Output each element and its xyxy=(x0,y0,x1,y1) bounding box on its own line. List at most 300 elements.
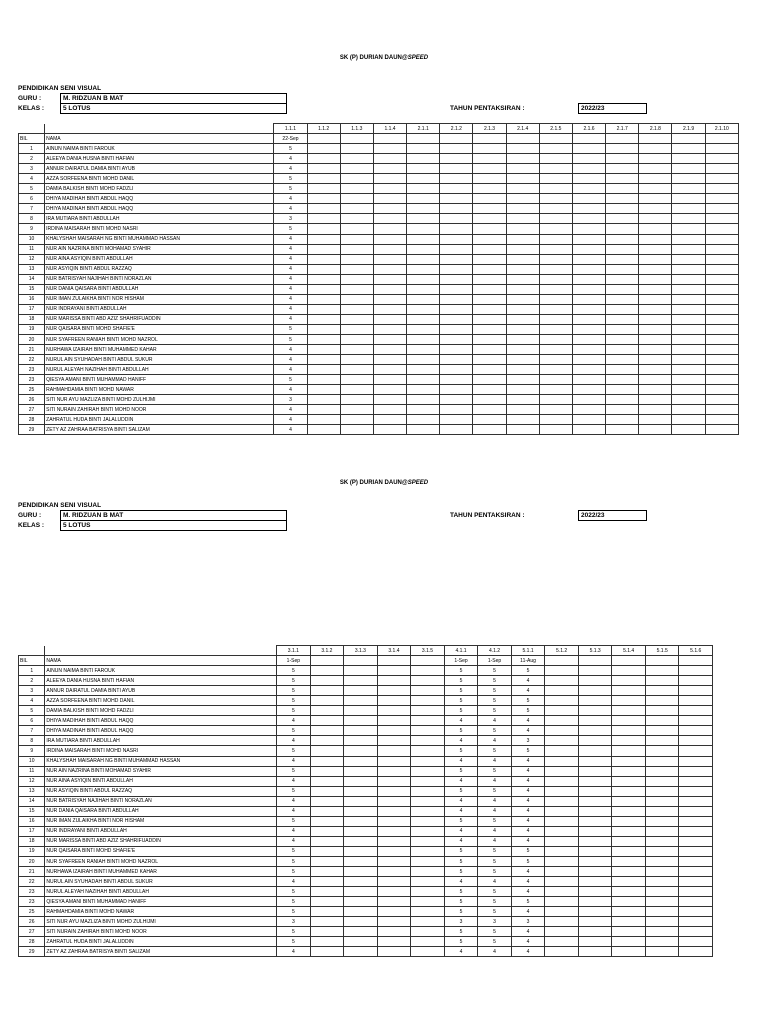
score-cell[interactable]: 5 xyxy=(478,666,512,676)
score-cell[interactable] xyxy=(672,415,705,425)
score-cell[interactable] xyxy=(545,917,579,927)
score-cell[interactable] xyxy=(705,425,738,435)
score-cell[interactable] xyxy=(578,867,612,877)
score-cell[interactable] xyxy=(705,274,738,284)
score-cell[interactable]: 4 xyxy=(274,385,307,395)
score-cell[interactable] xyxy=(411,726,445,736)
score-cell[interactable] xyxy=(473,184,506,194)
score-cell[interactable] xyxy=(612,766,646,776)
score-cell[interactable] xyxy=(679,716,713,726)
score-cell[interactable] xyxy=(310,766,344,776)
score-cell[interactable] xyxy=(473,425,506,435)
score-cell[interactable] xyxy=(340,345,373,355)
score-cell[interactable]: 5 xyxy=(444,726,478,736)
score-cell[interactable]: 3 xyxy=(511,736,545,746)
score-cell[interactable] xyxy=(373,385,406,395)
score-cell[interactable] xyxy=(473,174,506,184)
score-cell[interactable] xyxy=(572,234,605,244)
score-cell[interactable]: 5 xyxy=(277,927,311,937)
score-cell[interactable]: 4 xyxy=(444,836,478,846)
score-cell[interactable] xyxy=(506,264,539,274)
score-cell[interactable] xyxy=(344,726,378,736)
score-cell[interactable] xyxy=(440,365,473,375)
score-cell[interactable]: 5 xyxy=(478,887,512,897)
score-cell[interactable]: 4 xyxy=(277,756,311,766)
score-cell[interactable] xyxy=(310,706,344,716)
score-cell[interactable]: 4 xyxy=(277,776,311,786)
score-cell[interactable]: 5 xyxy=(478,726,512,736)
score-cell[interactable] xyxy=(344,776,378,786)
score-cell[interactable] xyxy=(307,405,340,415)
score-cell[interactable]: 5 xyxy=(277,856,311,866)
score-cell[interactable] xyxy=(373,415,406,425)
score-cell[interactable] xyxy=(307,214,340,224)
score-cell[interactable] xyxy=(606,144,639,154)
score-cell[interactable] xyxy=(639,395,672,405)
score-cell[interactable]: 3 xyxy=(478,917,512,927)
score-cell[interactable] xyxy=(705,314,738,324)
score-cell[interactable] xyxy=(578,877,612,887)
score-cell[interactable] xyxy=(506,244,539,254)
score-cell[interactable] xyxy=(310,846,344,856)
score-cell[interactable] xyxy=(572,425,605,435)
score-cell[interactable] xyxy=(411,676,445,686)
score-cell[interactable] xyxy=(307,385,340,395)
score-cell[interactable] xyxy=(539,194,572,204)
score-cell[interactable] xyxy=(307,284,340,294)
score-cell[interactable] xyxy=(679,846,713,856)
score-cell[interactable] xyxy=(373,194,406,204)
score-cell[interactable] xyxy=(344,836,378,846)
score-cell[interactable] xyxy=(411,887,445,897)
score-cell[interactable] xyxy=(572,294,605,304)
score-cell[interactable] xyxy=(411,716,445,726)
score-cell[interactable]: 4 xyxy=(511,756,545,766)
score-cell[interactable]: 5 xyxy=(277,676,311,686)
score-cell[interactable] xyxy=(679,776,713,786)
score-cell[interactable] xyxy=(473,415,506,425)
score-cell[interactable] xyxy=(612,897,646,907)
score-cell[interactable] xyxy=(679,766,713,776)
score-cell[interactable]: 4 xyxy=(511,786,545,796)
score-cell[interactable] xyxy=(606,405,639,415)
score-cell[interactable]: 5 xyxy=(511,897,545,907)
score-cell[interactable] xyxy=(377,786,411,796)
score-cell[interactable] xyxy=(639,254,672,264)
score-cell[interactable]: 4 xyxy=(478,756,512,766)
score-cell[interactable] xyxy=(578,676,612,686)
score-cell[interactable] xyxy=(310,877,344,887)
score-cell[interactable] xyxy=(377,937,411,947)
score-cell[interactable] xyxy=(377,776,411,786)
score-cell[interactable] xyxy=(440,204,473,214)
score-cell[interactable] xyxy=(639,405,672,415)
score-cell[interactable] xyxy=(572,334,605,344)
score-cell[interactable] xyxy=(340,334,373,344)
score-cell[interactable]: 5 xyxy=(277,786,311,796)
score-cell[interactable]: 5 xyxy=(274,184,307,194)
score-cell[interactable] xyxy=(373,395,406,405)
score-cell[interactable] xyxy=(307,154,340,164)
score-cell[interactable] xyxy=(411,696,445,706)
score-cell[interactable] xyxy=(639,375,672,385)
score-cell[interactable] xyxy=(307,144,340,154)
score-cell[interactable] xyxy=(506,294,539,304)
score-cell[interactable] xyxy=(411,826,445,836)
score-cell[interactable] xyxy=(307,304,340,314)
score-cell[interactable]: 4 xyxy=(478,776,512,786)
score-cell[interactable] xyxy=(407,234,440,244)
score-cell[interactable]: 4 xyxy=(274,244,307,254)
score-cell[interactable] xyxy=(407,244,440,254)
score-cell[interactable] xyxy=(473,334,506,344)
score-cell[interactable] xyxy=(572,264,605,274)
score-cell[interactable] xyxy=(606,204,639,214)
score-cell[interactable] xyxy=(411,756,445,766)
score-cell[interactable]: 5 xyxy=(277,686,311,696)
score-cell[interactable] xyxy=(612,806,646,816)
score-cell[interactable] xyxy=(340,314,373,324)
score-cell[interactable] xyxy=(705,224,738,234)
score-cell[interactable] xyxy=(606,375,639,385)
score-cell[interactable] xyxy=(473,405,506,415)
score-cell[interactable] xyxy=(473,244,506,254)
score-cell[interactable] xyxy=(440,194,473,204)
score-cell[interactable] xyxy=(679,856,713,866)
score-cell[interactable]: 4 xyxy=(511,726,545,736)
score-cell[interactable]: 5 xyxy=(511,666,545,676)
score-cell[interactable] xyxy=(545,907,579,917)
score-cell[interactable] xyxy=(411,706,445,716)
score-cell[interactable] xyxy=(440,144,473,154)
score-cell[interactable] xyxy=(440,334,473,344)
score-cell[interactable] xyxy=(672,274,705,284)
score-cell[interactable] xyxy=(307,244,340,254)
score-cell[interactable] xyxy=(606,194,639,204)
score-cell[interactable]: 4 xyxy=(444,716,478,726)
score-cell[interactable] xyxy=(705,405,738,415)
score-cell[interactable] xyxy=(310,867,344,877)
score-cell[interactable] xyxy=(612,937,646,947)
score-cell[interactable]: 4 xyxy=(444,947,478,957)
score-cell[interactable] xyxy=(344,746,378,756)
score-cell[interactable] xyxy=(606,184,639,194)
score-cell[interactable] xyxy=(539,304,572,314)
score-cell[interactable] xyxy=(344,937,378,947)
score-cell[interactable] xyxy=(639,415,672,425)
score-cell[interactable] xyxy=(545,927,579,937)
score-cell[interactable] xyxy=(310,796,344,806)
score-cell[interactable] xyxy=(307,184,340,194)
score-cell[interactable] xyxy=(578,736,612,746)
score-cell[interactable] xyxy=(506,345,539,355)
score-cell[interactable] xyxy=(373,425,406,435)
score-cell[interactable] xyxy=(407,365,440,375)
score-cell[interactable]: 4 xyxy=(511,877,545,887)
score-cell[interactable] xyxy=(539,365,572,375)
score-cell[interactable] xyxy=(340,274,373,284)
score-cell[interactable] xyxy=(411,947,445,957)
score-cell[interactable] xyxy=(506,144,539,154)
score-cell[interactable] xyxy=(645,927,679,937)
score-cell[interactable] xyxy=(606,385,639,395)
score-cell[interactable] xyxy=(645,726,679,736)
score-cell[interactable] xyxy=(407,174,440,184)
score-cell[interactable] xyxy=(310,897,344,907)
score-cell[interactable] xyxy=(578,776,612,786)
score-cell[interactable]: 4 xyxy=(274,314,307,324)
score-cell[interactable] xyxy=(373,234,406,244)
score-cell[interactable] xyxy=(440,395,473,405)
score-cell[interactable] xyxy=(407,395,440,405)
score-cell[interactable] xyxy=(679,826,713,836)
score-cell[interactable] xyxy=(407,304,440,314)
score-cell[interactable] xyxy=(377,917,411,927)
score-cell[interactable] xyxy=(572,164,605,174)
score-cell[interactable] xyxy=(440,174,473,184)
score-cell[interactable] xyxy=(679,887,713,897)
score-cell[interactable] xyxy=(310,917,344,927)
score-cell[interactable] xyxy=(679,897,713,907)
score-cell[interactable]: 4 xyxy=(511,806,545,816)
score-cell[interactable] xyxy=(440,154,473,164)
score-cell[interactable]: 4 xyxy=(274,194,307,204)
score-cell[interactable] xyxy=(606,355,639,365)
score-cell[interactable] xyxy=(545,766,579,776)
score-cell[interactable] xyxy=(612,927,646,937)
score-cell[interactable] xyxy=(572,204,605,214)
score-cell[interactable] xyxy=(440,184,473,194)
score-cell[interactable]: 4 xyxy=(274,264,307,274)
score-cell[interactable] xyxy=(679,877,713,887)
score-cell[interactable] xyxy=(340,184,373,194)
score-cell[interactable] xyxy=(506,425,539,435)
score-cell[interactable] xyxy=(606,334,639,344)
score-cell[interactable] xyxy=(672,304,705,314)
score-cell[interactable] xyxy=(411,856,445,866)
score-cell[interactable] xyxy=(539,164,572,174)
score-cell[interactable] xyxy=(506,324,539,334)
score-cell[interactable]: 5 xyxy=(444,706,478,716)
score-cell[interactable]: 5 xyxy=(478,856,512,866)
score-cell[interactable] xyxy=(679,696,713,706)
score-cell[interactable] xyxy=(612,947,646,957)
score-cell[interactable] xyxy=(672,385,705,395)
score-cell[interactable] xyxy=(344,756,378,766)
score-cell[interactable] xyxy=(545,877,579,887)
score-cell[interactable] xyxy=(407,154,440,164)
score-cell[interactable]: 4 xyxy=(511,887,545,897)
score-cell[interactable] xyxy=(705,385,738,395)
score-cell[interactable]: 5 xyxy=(478,907,512,917)
score-cell[interactable]: 5 xyxy=(277,726,311,736)
score-cell[interactable] xyxy=(473,324,506,334)
score-cell[interactable] xyxy=(377,796,411,806)
score-cell[interactable]: 5 xyxy=(274,324,307,334)
score-cell[interactable] xyxy=(705,174,738,184)
score-cell[interactable] xyxy=(606,415,639,425)
score-cell[interactable] xyxy=(344,917,378,927)
score-cell[interactable] xyxy=(344,796,378,806)
score-cell[interactable] xyxy=(440,375,473,385)
score-cell[interactable] xyxy=(377,947,411,957)
score-cell[interactable] xyxy=(606,244,639,254)
score-cell[interactable] xyxy=(672,174,705,184)
score-cell[interactable] xyxy=(612,907,646,917)
score-cell[interactable] xyxy=(373,334,406,344)
score-cell[interactable] xyxy=(679,917,713,927)
score-cell[interactable] xyxy=(373,375,406,385)
score-cell[interactable] xyxy=(440,415,473,425)
score-cell[interactable]: 4 xyxy=(274,355,307,365)
score-cell[interactable]: 5 xyxy=(274,174,307,184)
score-cell[interactable] xyxy=(545,716,579,726)
score-cell[interactable] xyxy=(407,264,440,274)
score-cell[interactable] xyxy=(545,756,579,766)
score-cell[interactable] xyxy=(440,274,473,284)
score-cell[interactable] xyxy=(672,144,705,154)
score-cell[interactable] xyxy=(506,224,539,234)
score-cell[interactable] xyxy=(639,284,672,294)
score-cell[interactable] xyxy=(545,696,579,706)
score-cell[interactable]: 5 xyxy=(277,907,311,917)
score-cell[interactable] xyxy=(377,726,411,736)
score-cell[interactable] xyxy=(705,254,738,264)
score-cell[interactable] xyxy=(440,405,473,415)
score-cell[interactable] xyxy=(645,897,679,907)
score-cell[interactable]: 4 xyxy=(444,806,478,816)
score-cell[interactable] xyxy=(639,345,672,355)
score-cell[interactable]: 5 xyxy=(277,867,311,877)
score-cell[interactable] xyxy=(672,334,705,344)
score-cell[interactable] xyxy=(679,726,713,736)
score-cell[interactable]: 5 xyxy=(511,846,545,856)
score-cell[interactable] xyxy=(606,234,639,244)
score-cell[interactable] xyxy=(639,314,672,324)
score-cell[interactable] xyxy=(344,676,378,686)
score-cell[interactable] xyxy=(473,264,506,274)
score-cell[interactable] xyxy=(606,314,639,324)
score-cell[interactable] xyxy=(612,867,646,877)
score-cell[interactable]: 4 xyxy=(277,826,311,836)
score-cell[interactable] xyxy=(672,204,705,214)
score-cell[interactable] xyxy=(340,224,373,234)
score-cell[interactable] xyxy=(672,194,705,204)
score-cell[interactable] xyxy=(545,806,579,816)
score-cell[interactable]: 4 xyxy=(511,686,545,696)
score-cell[interactable] xyxy=(645,786,679,796)
score-cell[interactable] xyxy=(545,686,579,696)
score-cell[interactable] xyxy=(606,304,639,314)
score-cell[interactable] xyxy=(679,746,713,756)
score-cell[interactable] xyxy=(645,746,679,756)
score-cell[interactable] xyxy=(572,405,605,415)
score-cell[interactable] xyxy=(407,324,440,334)
score-cell[interactable]: 3 xyxy=(444,917,478,927)
score-cell[interactable] xyxy=(645,826,679,836)
score-cell[interactable]: 5 xyxy=(478,927,512,937)
score-cell[interactable] xyxy=(373,154,406,164)
score-cell[interactable] xyxy=(539,294,572,304)
score-cell[interactable] xyxy=(373,405,406,415)
score-cell[interactable] xyxy=(612,846,646,856)
score-cell[interactable] xyxy=(506,334,539,344)
score-cell[interactable] xyxy=(506,355,539,365)
score-cell[interactable] xyxy=(578,796,612,806)
score-cell[interactable] xyxy=(539,144,572,154)
score-cell[interactable] xyxy=(310,887,344,897)
score-cell[interactable] xyxy=(572,184,605,194)
score-cell[interactable]: 5 xyxy=(478,746,512,756)
score-cell[interactable]: 5 xyxy=(478,897,512,907)
score-cell[interactable] xyxy=(572,224,605,234)
score-cell[interactable] xyxy=(310,726,344,736)
score-cell[interactable] xyxy=(373,284,406,294)
score-cell[interactable] xyxy=(539,355,572,365)
score-cell[interactable] xyxy=(639,194,672,204)
score-cell[interactable] xyxy=(307,194,340,204)
score-cell[interactable] xyxy=(639,304,672,314)
score-cell[interactable] xyxy=(639,204,672,214)
score-cell[interactable] xyxy=(545,846,579,856)
score-cell[interactable] xyxy=(440,425,473,435)
score-cell[interactable] xyxy=(506,304,539,314)
score-cell[interactable] xyxy=(705,284,738,294)
score-cell[interactable] xyxy=(411,686,445,696)
score-cell[interactable] xyxy=(545,947,579,957)
score-cell[interactable] xyxy=(440,244,473,254)
score-cell[interactable] xyxy=(344,786,378,796)
score-cell[interactable] xyxy=(578,887,612,897)
score-cell[interactable] xyxy=(639,214,672,224)
score-cell[interactable]: 4 xyxy=(274,154,307,164)
score-cell[interactable]: 5 xyxy=(478,706,512,716)
score-cell[interactable] xyxy=(506,154,539,164)
score-cell[interactable] xyxy=(307,224,340,234)
score-cell[interactable] xyxy=(645,907,679,917)
score-cell[interactable]: 4 xyxy=(444,796,478,806)
score-cell[interactable]: 5 xyxy=(277,937,311,947)
score-cell[interactable] xyxy=(310,786,344,796)
score-cell[interactable] xyxy=(578,846,612,856)
score-cell[interactable] xyxy=(411,816,445,826)
score-cell[interactable] xyxy=(679,706,713,716)
score-cell[interactable] xyxy=(612,887,646,897)
score-cell[interactable] xyxy=(307,375,340,385)
score-cell[interactable] xyxy=(473,395,506,405)
score-cell[interactable] xyxy=(310,716,344,726)
score-cell[interactable]: 4 xyxy=(511,826,545,836)
score-cell[interactable] xyxy=(440,164,473,174)
score-cell[interactable]: 5 xyxy=(478,686,512,696)
score-cell[interactable] xyxy=(344,927,378,937)
score-cell[interactable]: 4 xyxy=(274,254,307,264)
score-cell[interactable]: 5 xyxy=(478,766,512,776)
score-cell[interactable] xyxy=(539,274,572,284)
score-cell[interactable] xyxy=(506,254,539,264)
score-cell[interactable] xyxy=(545,746,579,756)
score-cell[interactable] xyxy=(545,736,579,746)
score-cell[interactable]: 5 xyxy=(444,897,478,907)
score-cell[interactable]: 4 xyxy=(274,365,307,375)
score-cell[interactable] xyxy=(411,937,445,947)
score-cell[interactable] xyxy=(672,184,705,194)
score-cell[interactable] xyxy=(340,144,373,154)
score-cell[interactable] xyxy=(407,345,440,355)
score-cell[interactable]: 4 xyxy=(478,836,512,846)
score-cell[interactable] xyxy=(506,375,539,385)
score-cell[interactable] xyxy=(539,174,572,184)
